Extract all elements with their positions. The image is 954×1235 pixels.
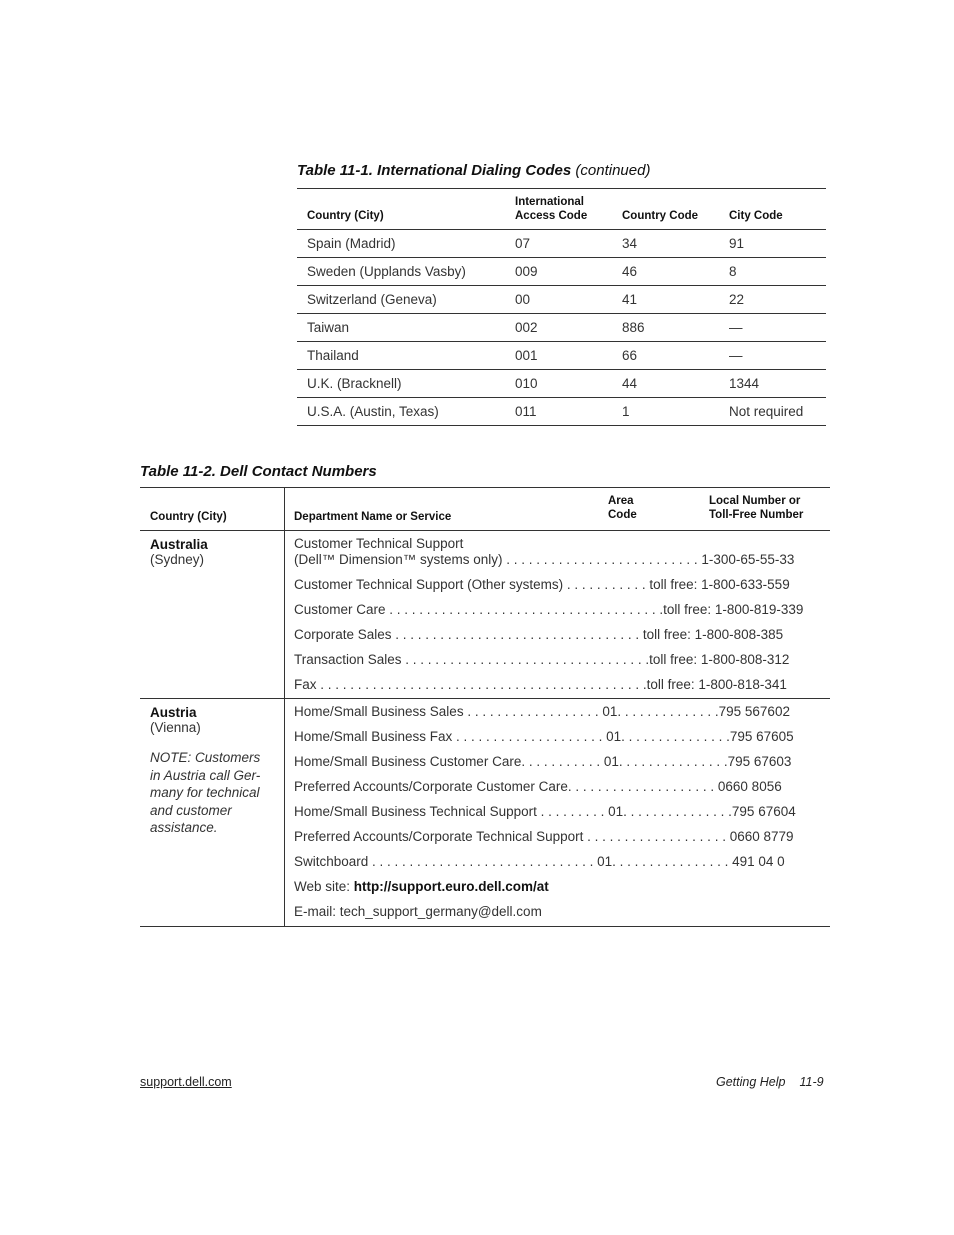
header-local-line1: Local Number or <box>709 495 801 507</box>
cell-access-code: 009 <box>505 258 612 286</box>
table-header-row <box>140 488 830 531</box>
table-row <box>297 258 826 286</box>
table-header-row <box>297 189 826 230</box>
header-cells <box>285 488 830 530</box>
service-entry: Home/Small Business Fax . . . . . . . . . . . . . . . . . . . . 01. . . . . . . . . . . . . . .795 67605 <box>294 729 794 744</box>
cell-city-code: 91 <box>719 230 826 258</box>
cell-access-code: 001 <box>505 342 612 370</box>
cell-city-code: 1344 <box>719 370 826 398</box>
cell-city-code: 22 <box>719 286 826 314</box>
service-entry: Preferred Accounts/Corporate Technical Support . . . . . . . . . . . . . . . . . . . 0660 8779 <box>294 829 794 844</box>
cell-country: Taiwan <box>297 314 505 342</box>
service-entry: Customer Technical Support (Other systems) . . . . . . . . . . . toll free: 1-800-633-559 <box>294 577 790 592</box>
cell-access-code: 07 <box>505 230 612 258</box>
cell-city-code: — <box>719 314 826 342</box>
cell-access-code: 00 <box>505 286 612 314</box>
cell-country: Spain (Madrid) <box>297 230 505 258</box>
table-row <box>297 398 826 426</box>
cell-country-code: 46 <box>612 258 719 286</box>
cell-country: U.K. (Bracknell) <box>297 370 505 398</box>
header-local-line2: Toll-Free Number <box>709 509 804 521</box>
service-entry: Home/Small Business Technical Support . . . . . . . . . 01. . . . . . . . . . . . . . .795 67604 <box>294 804 796 819</box>
footer-page-info <box>716 1075 824 1089</box>
cell-country: U.S.A. (Austin, Texas) <box>297 398 505 426</box>
table-row <box>297 286 826 314</box>
footer-site-link[interactable]: support.dell.com <box>140 1075 232 1089</box>
contact-numbers-table <box>140 487 830 927</box>
services-cell <box>285 699 830 926</box>
table-row <box>297 342 826 370</box>
country-row-australia <box>140 531 830 698</box>
service-entry: Preferred Accounts/Corporate Customer Care. . . . . . . . . . . . . . . . . . . . 0660 8056 <box>294 779 782 794</box>
table2-caption: Table 11-2. Dell Contact Numbers <box>140 463 377 480</box>
country-row-austria <box>140 698 830 926</box>
header-local-number <box>709 494 839 522</box>
table1-caption <box>297 162 826 179</box>
header-country: Country (City) <box>297 189 505 230</box>
header-country: Country (City) <box>140 488 285 530</box>
service-entry: Transaction Sales . . . . . . . . . . . . . . . . . . . . . . . . . . . . . . . . .toll free: 1-800-808-312 <box>294 652 790 667</box>
header-access-code: International Access Code <box>505 189 612 230</box>
cell-city-code: — <box>719 342 826 370</box>
header-country-code: Country Code <box>612 189 719 230</box>
cell-country: Sweden (Upplands Vasby) <box>297 258 505 286</box>
footer-section: Getting Help <box>716 1075 786 1089</box>
footer-page-number: 11-9 <box>799 1075 824 1089</box>
city-name: (Vienna) <box>150 720 201 735</box>
cell-country-code: 1 <box>612 398 719 426</box>
cell-access-code: 011 <box>505 398 612 426</box>
country-cell <box>140 699 285 926</box>
note-text: NOTE: Customers in Austria call Ger-many for technical and customer assistance. <box>150 750 261 835</box>
country-name: Austria <box>150 705 197 720</box>
web-site-entry <box>294 879 811 895</box>
service-entry: Home/Small Business Customer Care. . . . . . . . . . . 01. . . . . . . . . . . . . . .795 67603 <box>294 754 792 769</box>
cell-access-code: 002 <box>505 314 612 342</box>
web-site-label: Web site: <box>294 879 354 894</box>
services-cell <box>285 531 830 698</box>
cell-access-code: 010 <box>505 370 612 398</box>
table-row <box>297 230 826 258</box>
cell-country-code: 34 <box>612 230 719 258</box>
header-city-code: City Code <box>719 189 826 230</box>
service-line: Customer Technical Support <box>294 536 464 551</box>
dialing-codes-table <box>297 188 826 426</box>
table-row <box>297 314 826 342</box>
header-department: Department Name or Service <box>294 511 452 523</box>
table1-title: Table 11-1. International Dialing Codes <box>297 162 572 179</box>
service-entry <box>294 536 811 568</box>
service-entry: Switchboard . . . . . . . . . . . . . . . . . . . . . . . . . . . . . . 01. . . . . . . . . . . . . . . . 491 04 0 <box>294 854 785 869</box>
email-entry[interactable]: E-mail: tech_support_germany@dell.com <box>294 904 542 919</box>
cell-country-code: 44 <box>612 370 719 398</box>
table-row <box>297 370 826 398</box>
cell-city-code: 8 <box>719 258 826 286</box>
header-area-line1: Area <box>608 495 634 507</box>
web-site-link[interactable]: http://support.euro.dell.com/at <box>353 879 549 894</box>
service-entry: Fax . . . . . . . . . . . . . . . . . . . . . . . . . . . . . . . . . . . . . . . . . . . .toll free: 1-800-818-341 <box>294 677 787 692</box>
cell-city-code: Not required <box>719 398 826 426</box>
service-entry: Corporate Sales . . . . . . . . . . . . . . . . . . . . . . . . . . . . . . . . . toll free: 1-800-808-385 <box>294 627 784 642</box>
header-area-code <box>608 494 668 522</box>
cell-country-code: 66 <box>612 342 719 370</box>
cell-country-code: 41 <box>612 286 719 314</box>
cell-country: Switzerland (Geneva) <box>297 286 505 314</box>
service-line: (Dell™ Dimension™ systems only) . . . . . . . . . . . . . . . . . . . . . . . . . . 1-300-65-55-33 <box>294 552 795 567</box>
country-cell <box>140 531 285 698</box>
service-entry: Customer Care . . . . . . . . . . . . . . . . . . . . . . . . . . . . . . . . . . . . .toll free: 1-800-819-339 <box>294 602 804 617</box>
city-name: (Sydney) <box>150 552 205 567</box>
cell-country: Thailand <box>297 342 505 370</box>
cell-country-code: 886 <box>612 314 719 342</box>
header-area-line2: Code <box>608 509 637 521</box>
service-entry: Home/Small Business Sales . . . . . . . . . . . . . . . . . . 01. . . . . . . . . . . . . .795 567602 <box>294 704 790 719</box>
table1-continued: (continued) <box>575 162 651 179</box>
country-name: Australia <box>150 537 208 552</box>
